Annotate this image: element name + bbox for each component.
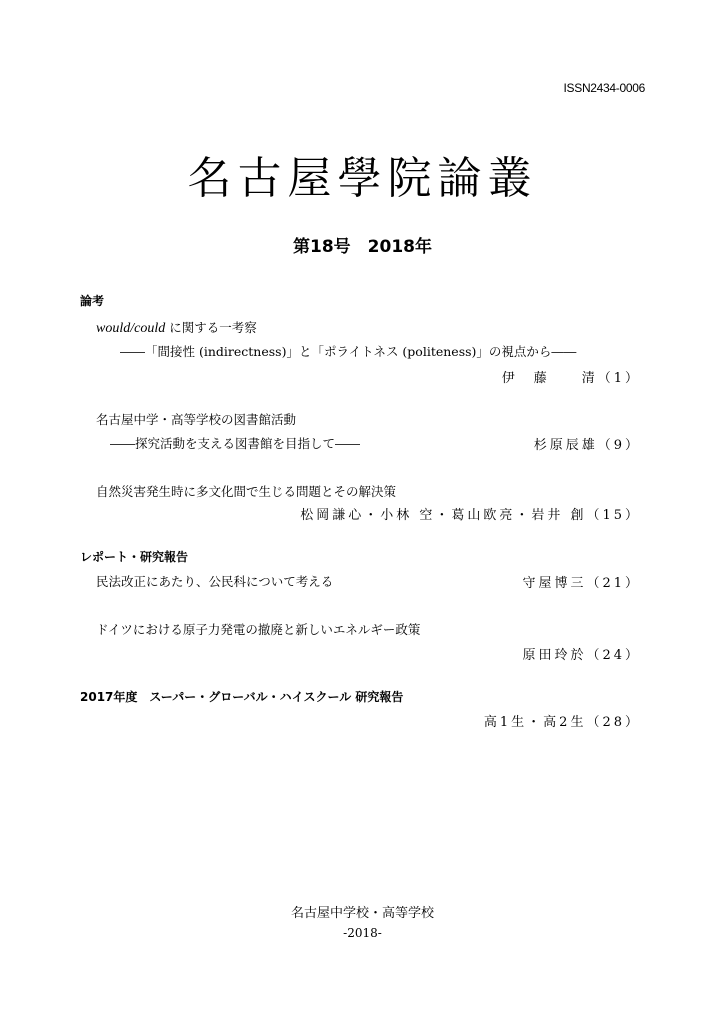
report-2-author: 原田玲於（24）: [522, 648, 641, 663]
article-3-author: 松岡謙心・小林 空・葛山欧亮・岩井 創（15）: [300, 508, 641, 523]
article-1-subtitle: ――「間接性 (indirectness)」と「ポライトネス (politeness)」の視点から――: [120, 344, 577, 359]
section-heading-report: レポート・研究報告: [80, 550, 189, 564]
article-2-author: 杉原辰雄（9）: [533, 438, 641, 453]
publication-year: -2018-: [343, 926, 382, 940]
article-1-title-italic: would/could: [96, 321, 166, 336]
article-3-title: 自然災害発生時に多文化間で生じる問題とその解決策: [96, 484, 397, 499]
article-2-title: 名古屋中学・高等学校の図書館活動: [96, 412, 297, 427]
report-1-title: 民法改正にあたり、公民科について考える: [96, 574, 334, 589]
article-1-author: 伊 藤 清（1）: [501, 371, 641, 386]
report-2-title: ドイツにおける原子力発電の撤廃と新しいエネルギー政策: [96, 622, 421, 637]
issue-number: 第18号 2018年: [293, 237, 432, 257]
section-heading-sgh: 2017年度 スーパー・グローバル・ハイスクール 研究報告: [80, 690, 404, 704]
publisher-name: 名古屋中学校・高等学校: [290, 906, 434, 921]
issn-number: ISSN2434-0006: [563, 81, 645, 95]
report-1-author: 守屋博三（21）: [522, 576, 641, 591]
article-1-title-rest: に関する一考察: [169, 320, 257, 335]
journal-title: 名古屋學院論叢: [187, 153, 538, 204]
article-2-subtitle: ――探究活動を支える図書館を目指して――: [110, 436, 361, 451]
section-heading-ronko: 論考: [80, 294, 105, 308]
sgh-author: 高1生・高2生（28）: [483, 715, 641, 730]
article-1-title: [96, 318, 257, 337]
